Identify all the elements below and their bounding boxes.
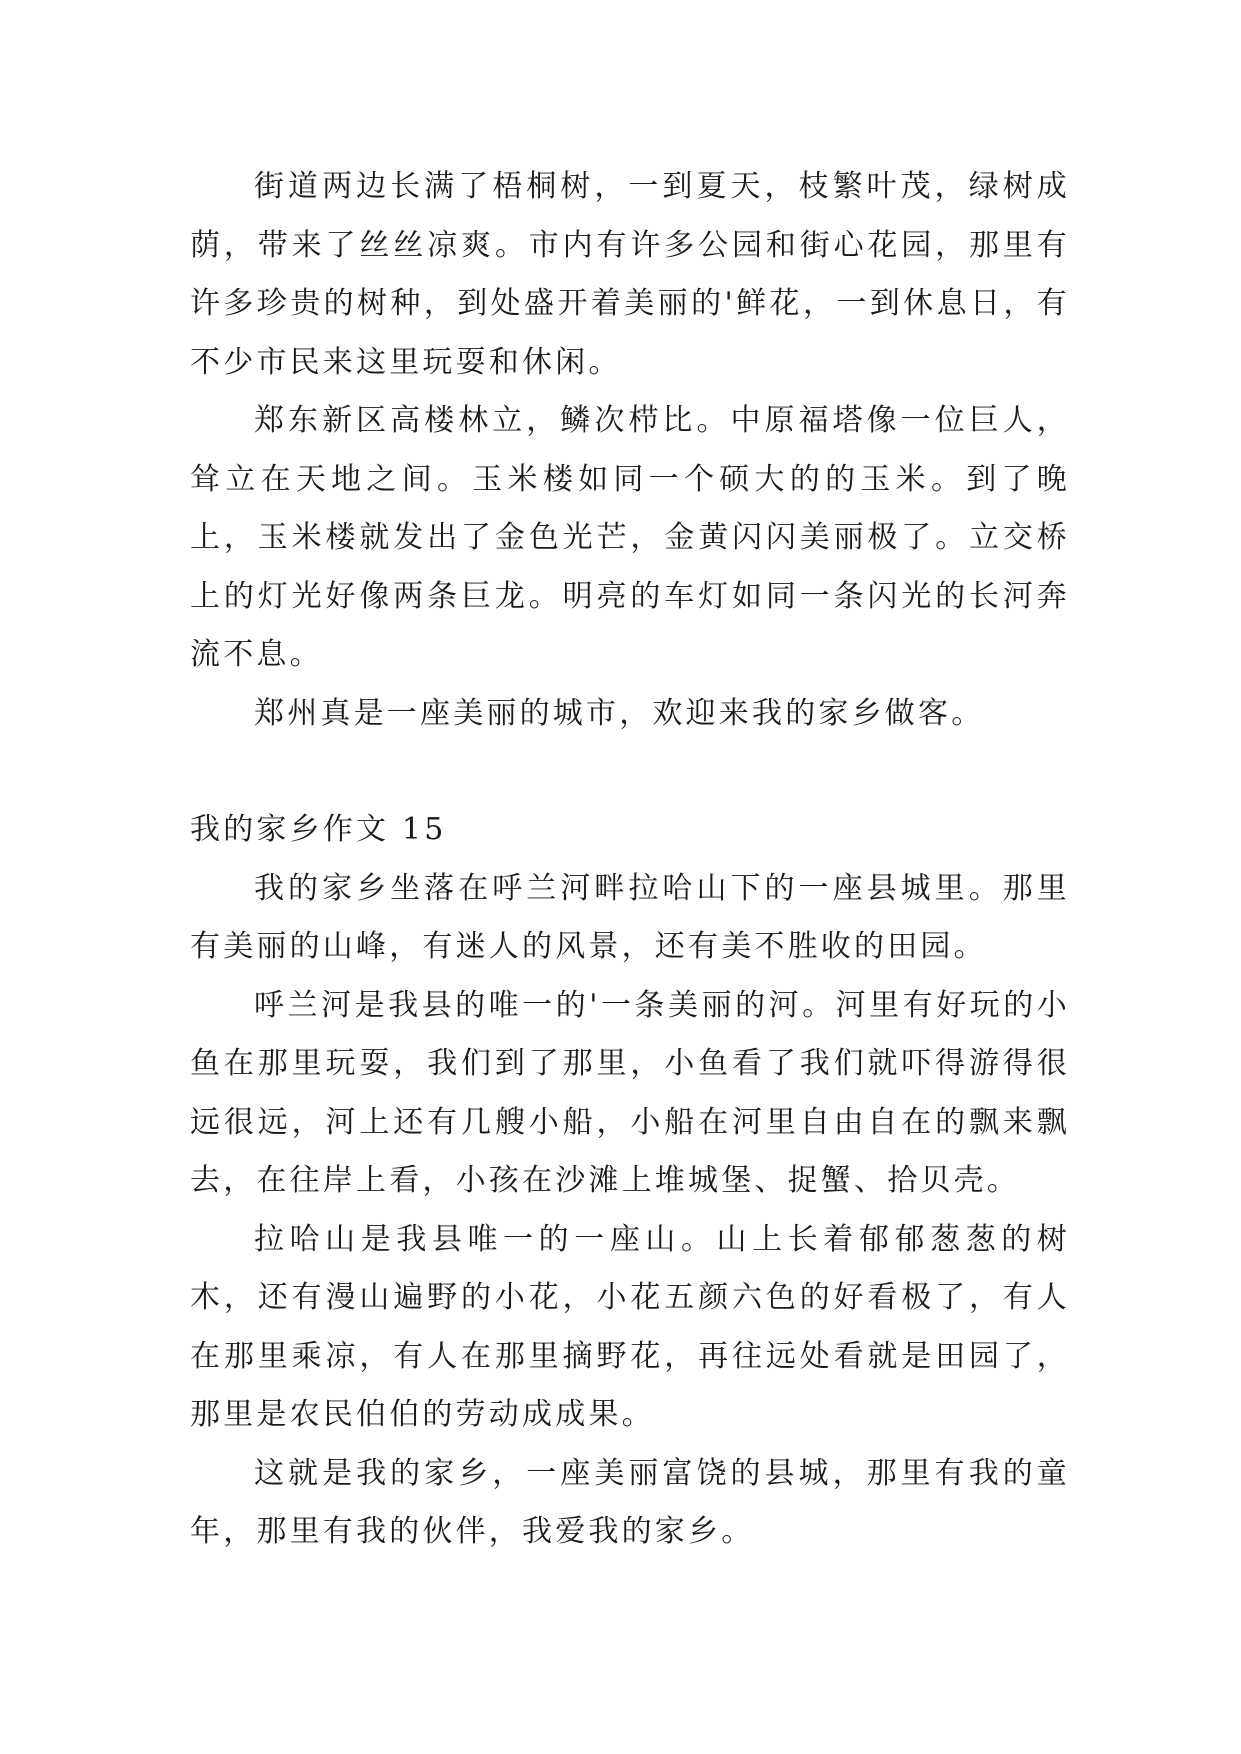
paragraph-street-trees: 街道两边长满了梧桐树，一到夏天，枝繁叶茂，绿树成荫，带来了丝丝凉爽。市内有许多公园和街心花园，那里有许多珍贵的树种，到处盛开着美丽的'鲜花，一到休息日，有不少市民来这里玩耍和休闲。	[190, 169, 1070, 380]
paragraph-zhengdong-district: 郑东新区高楼林立，鳞次栉比。中原福塔像一位巨人，耸立在天地之间。玉米楼如同一个硕大的的玉米。到了晚上，玉米楼就发出了金色光芒，金黄闪闪美丽极了。立交桥上的灯光好像两条巨龙。明亮的车灯如同一条闪光的长河奔流不息。	[190, 403, 1070, 672]
paragraph-hometown-intro: 我的家乡坐落在呼兰河畔拉哈山下的一座县城里。那里有美丽的山峰，有迷人的风景，还有美不胜收的田园。	[190, 870, 1070, 964]
paragraph-hulan-river: 呼兰河是我县的唯一的'一条美丽的河。河里有好玩的小鱼在那里玩耍，我们到了那里，小鱼看了我们就吓得游得很远很远，河上还有几艘小船，小船在河里自由自在的飘来飘去，在往岸上看，小孩在沙滩上堆城堡、捉蟹、拾贝壳。	[190, 987, 1070, 1198]
paragraph-conclusion: 这就是我的家乡，一座美丽富饶的县城，那里有我的童年，那里有我的伙伴，我爱我的家乡。	[190, 1455, 1070, 1549]
essay-title: 我的家乡作文 15	[190, 812, 447, 847]
paragraph-zhengzhou-welcome: 郑州真是一座美丽的城市，欢迎来我的家乡做客。	[254, 695, 985, 731]
paragraph-laha-mountain: 拉哈山是我县唯一的一座山。山上长着郁郁葱葱的树木，还有漫山遍野的小花，小花五颜六色的好看极了，有人在那里乘凉，有人在那里摘野花，再往远处看就是田园了，那里是农民伯伯的劳动成成果。	[190, 1221, 1070, 1432]
document-body	[190, 158, 1070, 1562]
